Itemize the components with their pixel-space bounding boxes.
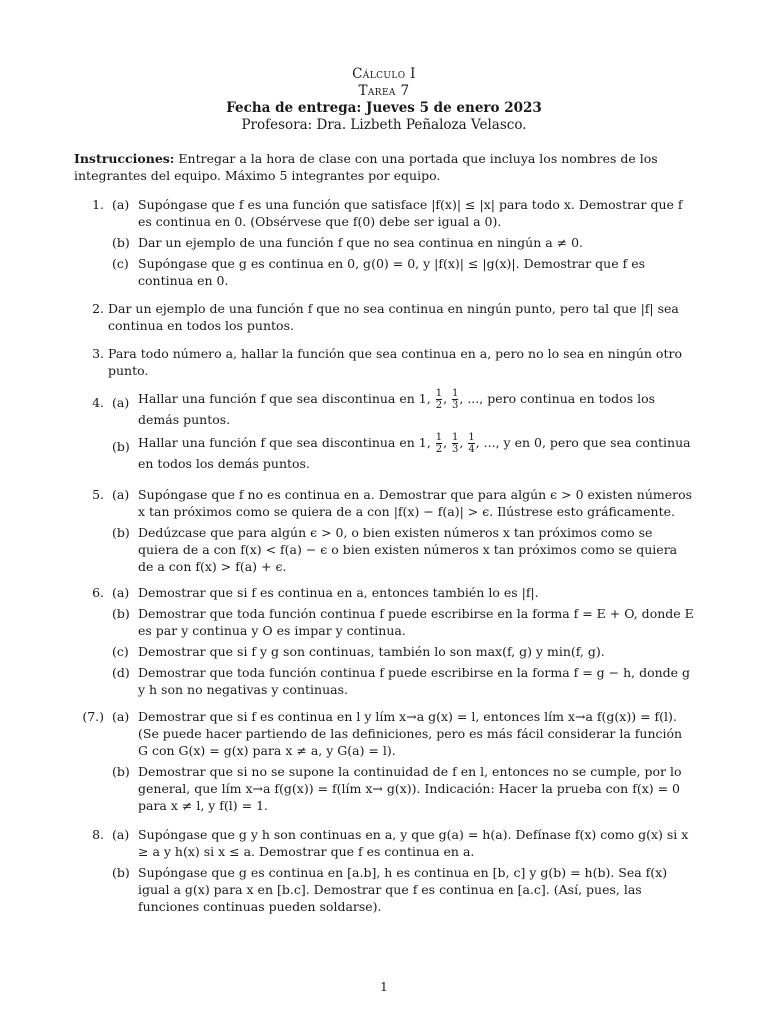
instructions-text: Entregar a la hora de clase con una portada que incluya los nombres de los integrantes del equipo. Máximo 5 integrantes por equipo. [74, 151, 658, 183]
problem-item [74, 432, 696, 472]
item-text: Demostrar que si f es continua en l y lím x→a g(x) = l, entonces lím x→a f(g(x)) = f(l). (Se puede hacer partiendo de las definiciones, pero es más fácil considerar la función G con G(x) = g(x) para x ≠ a, y G(a) = l). [138, 709, 683, 758]
item-label: (b) [112, 235, 130, 250]
problem-item [74, 486, 696, 520]
problem-4 [74, 388, 696, 472]
item-text: Supóngase que g es continua en 0, g(0) = 0, y |f(x)| ≤ |g(x)|. Demostrar que f es continua en 0. [138, 256, 646, 288]
problem-item [74, 584, 696, 601]
item-text: Supóngase que g es continua en [a.b], h es continua en [b, c] y g(b) = h(b). Sea f(x) igual a g(x) para x en [b.c]. Demostrar que f es continua en [a.c]. (Así, pues, las funciones continuas pueden soldarse). [138, 865, 668, 914]
problem-6 [74, 584, 696, 698]
item-label: (b) [112, 525, 130, 540]
item-label: (b) [112, 764, 130, 779]
instructions [74, 150, 696, 184]
problem-number: 5. [92, 487, 104, 502]
fraction: $\frac{1}{2}$ [435, 432, 443, 455]
item-label: (c) [112, 644, 129, 659]
fraction: $\frac{1}{3}$ [452, 388, 459, 411]
item-text: Dar un ejemplo de una función f que no sea continua en ningún a ≠ 0. [138, 235, 584, 250]
item-label: (a) [112, 487, 130, 502]
problem-item [74, 664, 696, 698]
problem-text: Dar un ejemplo de una función f que no sea continua en ningún punto, pero tal que |f| sea continua en todos los puntos. [108, 301, 679, 333]
fraction: $\frac{1}{4}$ [468, 432, 475, 455]
problem-item [74, 196, 696, 230]
course-title: Cálculo I [352, 66, 416, 82]
problem-number: 6. [92, 585, 104, 600]
problem-item [74, 255, 696, 289]
due-date: Fecha de entrega: Jueves 5 de enero 2023 [226, 100, 542, 116]
problem-item [74, 763, 696, 814]
assignment-title: Tarea 7 [358, 83, 410, 99]
problem-item [74, 605, 696, 639]
instructions-label: Instrucciones: [74, 151, 175, 166]
problem-number: (7.) [82, 709, 104, 724]
problem-number: 3. [92, 346, 104, 361]
problem-text: Para todo número a, hallar la función que sea continua en a, pero no lo sea en ningún otro punto. [108, 346, 682, 378]
problem-number: 8. [92, 827, 104, 842]
problem-1 [74, 196, 696, 289]
item-label: (a) [112, 827, 130, 842]
problem-number: 1. [92, 197, 104, 212]
problem-item [74, 524, 696, 575]
item-text: Supóngase que f es una función que satisface |f(x)| ≤ |x| para todo x. Demostrar que f es continua en 0. (Obsérvese que f(0) debe ser igual a 0). [138, 197, 683, 229]
item-text: Demostrar que toda función continua f puede escribirse en la forma f = g − h, donde g y h son no negativas y continuas. [138, 665, 691, 697]
item-text: Demostrar que toda función continua f puede escribirse en la forma f = E + O, donde E es par y continua y O es impar y continua. [138, 606, 694, 638]
item-label: (c) [112, 256, 129, 271]
problem-3 [74, 345, 696, 379]
item-label: (a) [112, 395, 130, 410]
problem-item [74, 708, 696, 759]
problem-item [74, 234, 696, 251]
item-text: Dedúzcase que para algún ϵ > 0, o bien existen números x tan próximos como se quiera de a con f(x) < f(a) − ϵ o bien existen números x tan próximos como se quiera de a con f(x) > f(a) + ϵ. [138, 525, 678, 574]
problem-number: 2. [92, 301, 104, 316]
problem-8 [74, 826, 696, 915]
problem-item [74, 826, 696, 860]
fraction: $\frac{1}{2}$ [435, 388, 443, 411]
problem-number: 4. [92, 395, 104, 410]
problem-5 [74, 486, 696, 575]
item-label: (d) [112, 665, 130, 680]
item-label: (b) [112, 439, 130, 454]
item-text: Supóngase que f no es continua en a. Demostrar que para algún ϵ > 0 existen números x tan próximos como se quiera de a con |f(x) − f(a)| > ϵ. Ilústrese esto gráficamente. [138, 487, 693, 519]
item-text: Supóngase que g y h son continuas en a, y que g(a) = h(a). Defínase f(x) como g(x) si x ≥ a y h(x) si x ≤ a. Demostrar que f es continua en a. [138, 827, 689, 859]
header [0, 66, 768, 134]
problem-2 [74, 300, 696, 334]
problem-7 [74, 708, 696, 814]
problem-item [74, 864, 696, 915]
item-label: (a) [112, 585, 130, 600]
item-label: (b) [112, 606, 130, 621]
item-label: (b) [112, 865, 130, 880]
item-text: Demostrar que si f es continua en a, entonces también lo es |f|. [138, 585, 539, 600]
item-label: (a) [112, 709, 130, 724]
problem-item [74, 643, 696, 660]
page-number: 1 [380, 980, 388, 994]
fraction: $\frac{1}{3}$ [452, 432, 459, 455]
item-text: Hallar una función f que sea discontinua en 1, $\frac{1}{2}$ , $\frac{1}{3}$ , ..., pero continua en todos los demás puntos. [138, 388, 656, 427]
item-text: Demostrar que si no se supone la continuidad de f en l, entonces no se cumple, por lo general, que lím x→a f(g(x)) = f(lím x→ g(x)). Indicación: Hacer la prueba con f(x) = 0 para x ≠ l, y f(l) = 1. [138, 764, 682, 813]
problem-item [74, 388, 696, 428]
item-text: Demostrar que si f y g son continuas, también lo son max(f, g) y min(f, g). [138, 644, 605, 659]
item-label: (a) [112, 197, 130, 212]
item-text: Hallar una función f que sea discontinua en 1, $\frac{1}{2}$ , $\frac{1}{3}$ , $\frac{1}{4}$ , ..., y en 0, pero que sea continua en todos los demás puntos. [138, 432, 691, 471]
teacher-name: Profesora: Dra. Lizbeth Peñaloza Velasco. [241, 117, 527, 133]
